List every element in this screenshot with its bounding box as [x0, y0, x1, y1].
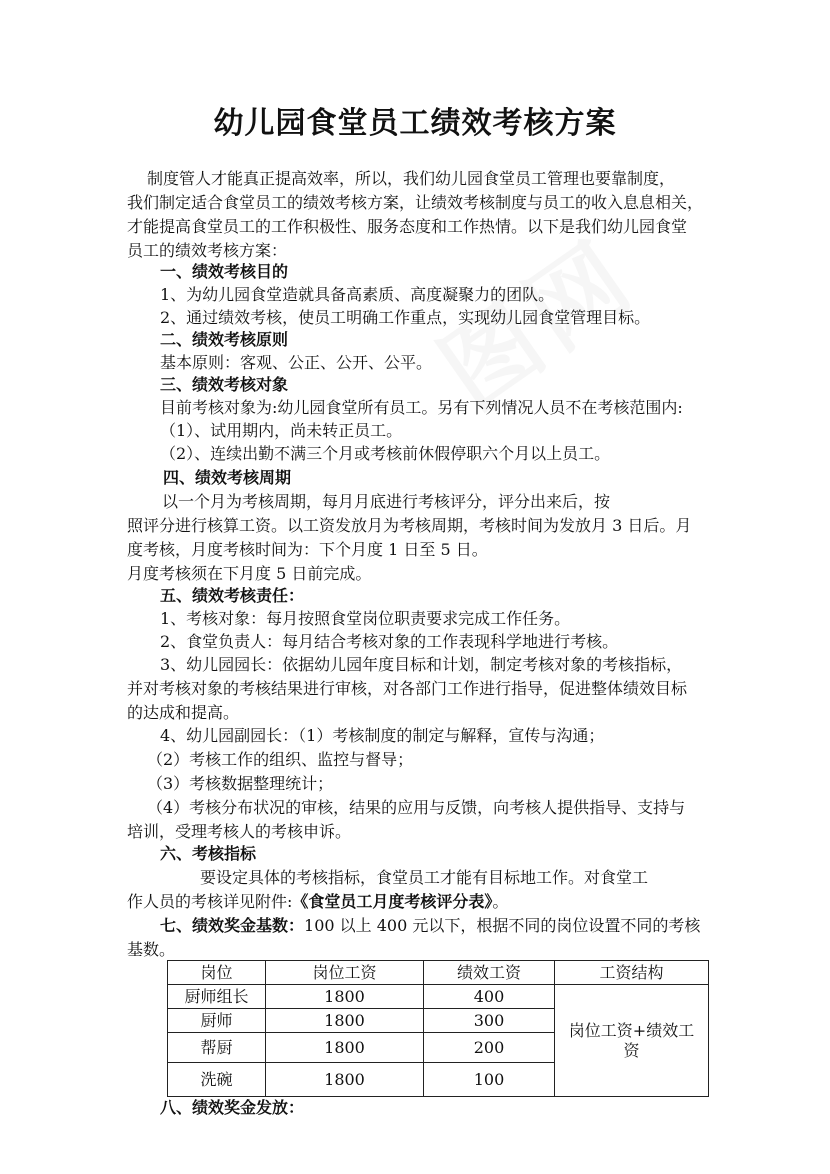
section5-line: 并对考核对象的考核结果进行审核，对各部门工作进行指导，促进整体绩效目标	[127, 679, 688, 698]
table-cell-performance-salary: 400	[424, 985, 555, 1009]
table-cell-base-salary: 1800	[266, 1063, 424, 1097]
section6-text: 作人员的考核详见附件:	[127, 892, 293, 911]
intro-line: 才能提高食堂员工的工作积极性、服务态度和工作热情。以下是我们幼儿园食堂	[127, 217, 688, 236]
section6-text: 。	[492, 892, 509, 911]
table-header-cell: 工资结构	[555, 961, 709, 985]
section-heading-3: 三、绩效考核对象	[160, 375, 289, 394]
section7-line	[160, 914, 744, 938]
section5-line: （2）考核工作的组织、监控与督导；	[147, 750, 414, 769]
section4-line: 照评分进行核算工资。以工资发放月为考核周期，考核时间为发放月 3 日后。月	[127, 516, 692, 535]
intro-line: 制度管人才能真正提高效率，所以，我们幼儿园食堂员工管理也要靠制度，	[147, 169, 676, 188]
salary-structure-line: 岗位工资+绩效工	[568, 1020, 695, 1040]
intro-line: 员工的绩效考核方案：	[127, 241, 288, 260]
table-row	[168, 985, 709, 1009]
section1-item: 2、通过绩效考核，使员工明确工作重点，实现幼儿园食堂管理目标。	[160, 308, 651, 327]
section3-line: （2）、连续出勤不满三个月或考核前休假停职六个月以上员工。	[160, 444, 611, 463]
table-cell-base-salary: 1800	[266, 1009, 424, 1033]
salary-structure-line: 资	[623, 1040, 640, 1060]
table-cell-position: 厨师	[168, 1009, 266, 1033]
section6-line-2	[127, 890, 711, 914]
section2-text: 基本原则：客观、公正、公开、公平。	[160, 353, 433, 372]
salary-table	[167, 960, 709, 1097]
section7-text: 100 以上 400 元以下，根据不同的岗位设置不同的考核	[304, 916, 701, 935]
section5-line: 的达成和提高。	[127, 703, 240, 722]
intro-line: 我们制定适合食堂员工的绩效考核方案，让绩效考核制度与员工的收入息息相关，	[127, 193, 704, 212]
section5-line: 培训，受理考核人的考核申诉。	[127, 822, 352, 841]
table-header-cell: 绩效工资	[424, 961, 555, 985]
table-header-cell: 岗位工资	[266, 961, 424, 985]
table-cell-position: 厨师组长	[168, 985, 266, 1009]
section-heading-5: 五、绩效考核责任：	[160, 586, 305, 605]
table-cell-position: 洗碗	[168, 1063, 266, 1097]
section-heading-2: 二、绩效考核原则	[160, 330, 289, 349]
section-heading-7: 七、绩效奖金基数：	[160, 916, 305, 935]
section-heading-1: 一、绩效考核目的	[160, 262, 289, 281]
table-cell-base-salary: 1800	[266, 985, 424, 1009]
section-heading-8: 八、绩效奖金发放：	[160, 1098, 305, 1117]
section3-line: （1）、试用期内，尚未转正员工。	[160, 421, 403, 440]
section6-line: 要设定具体的考核指标，食堂员工才能有目标地工作。对食堂工	[200, 868, 649, 887]
section4-line: 月度考核须在下月度 5 日前完成。	[127, 564, 372, 583]
table-header-cell: 岗位	[168, 961, 266, 985]
section5-line: 3、幼儿园园长：依据幼儿园年度目标和计划，制定考核对象的考核指标，	[160, 655, 683, 674]
section5-line: 4、幼儿园副园长：（1）考核制度的制定与解释，宣传与沟通；	[160, 726, 605, 745]
section5-line: （3）考核数据整理统计；	[147, 774, 334, 793]
section5-line: （4）考核分布状况的审核，结果的应用与反馈，向考核人提供指导、支持与	[147, 798, 686, 817]
table-cell-performance-salary: 200	[424, 1033, 555, 1063]
section4-line: 度考核，月度考核时间为：下个月度 1 日至 5 日。	[127, 540, 488, 559]
table-cell-salary-structure	[555, 985, 709, 1097]
table-cell-performance-salary: 300	[424, 1009, 555, 1033]
section1-item: 1、为幼儿园食堂造就具备高素质、高度凝聚力的团队。	[160, 285, 555, 304]
section7-line-2: 基数。	[127, 940, 176, 959]
section3-line: 目前考核对象为:幼儿园食堂所有员工。另有下列情况人员不在考核范围内:	[160, 398, 683, 417]
section4-line: 以一个月为考核周期，每月月底进行考核评分，评分出来后，按	[162, 492, 611, 511]
table-cell-performance-salary: 100	[424, 1063, 555, 1097]
appendix-link-text: 《食堂员工月度考核评分表》	[292, 892, 493, 911]
section-heading-6: 六、考核指标	[160, 844, 257, 863]
document-title: 幼儿园食堂员工绩效考核方案	[213, 106, 617, 141]
section5-line: 2、食堂负责人：每月结合考核对象的工作表现科学地进行考核。	[160, 632, 619, 651]
table-header-row	[168, 961, 709, 985]
table-cell-position: 帮厨	[168, 1033, 266, 1063]
table-cell-base-salary: 1800	[266, 1033, 424, 1063]
section5-line: 1、考核对象：每月按照食堂岗位职责要求完成工作任务。	[160, 609, 571, 628]
section-heading-4: 四、绩效考核周期	[163, 468, 292, 487]
